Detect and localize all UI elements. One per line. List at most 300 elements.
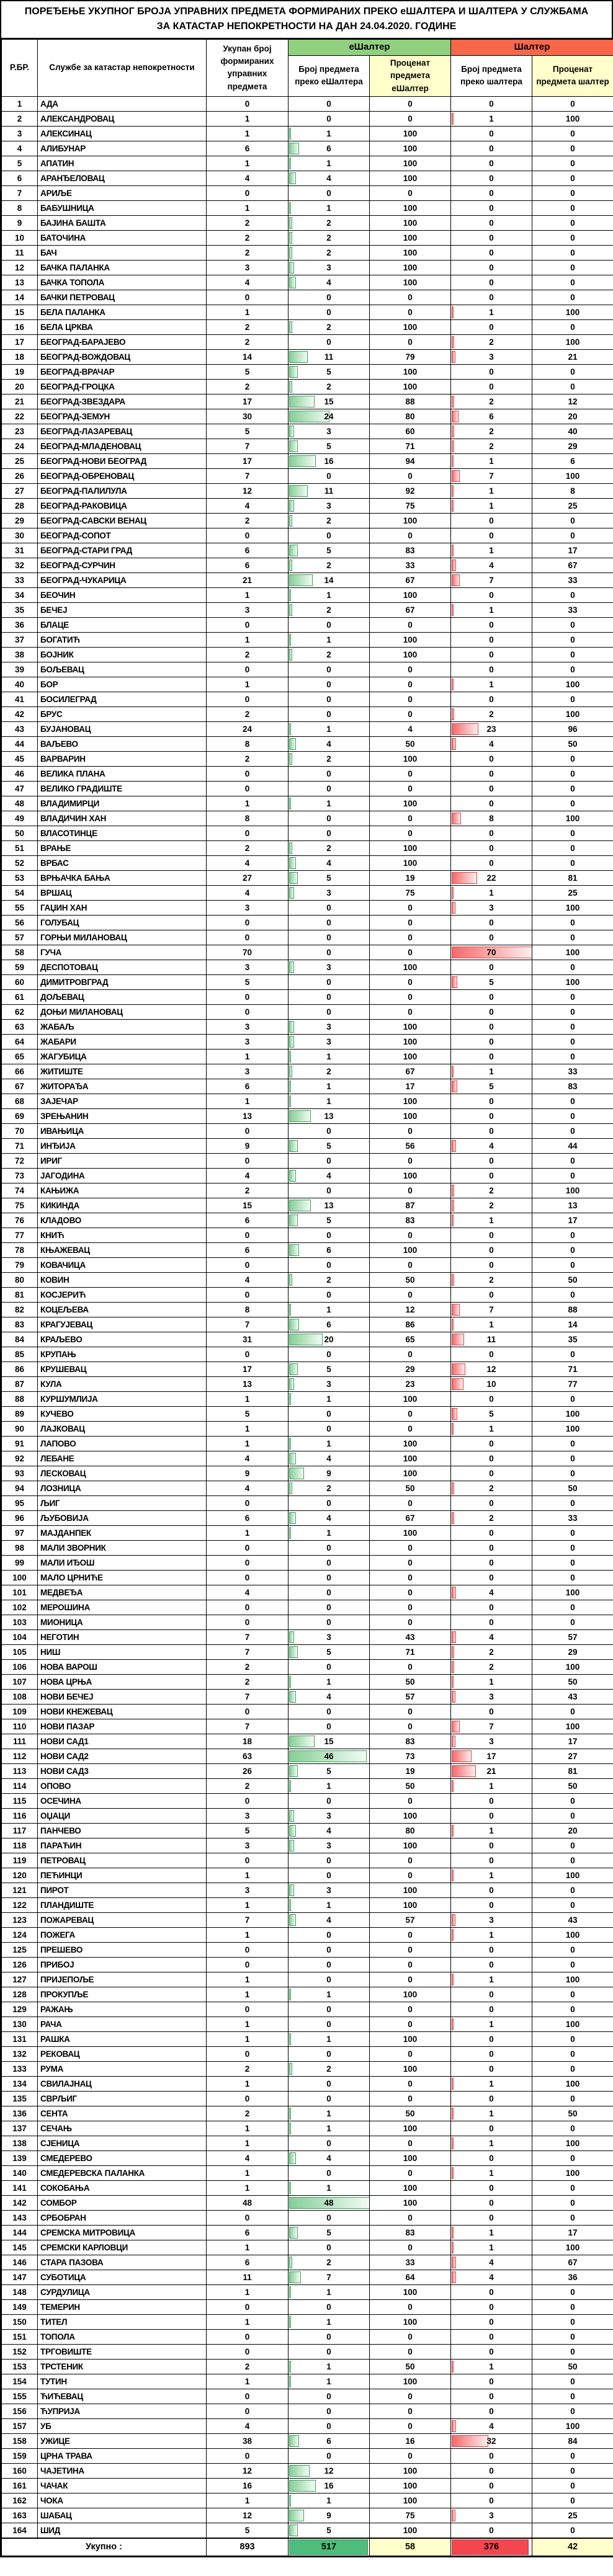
e-count	[289, 1183, 370, 1198]
s-count	[451, 141, 532, 156]
s-count-value: 0	[489, 1349, 494, 1359]
e-percent-value: 0	[370, 1228, 451, 1242]
e-count	[289, 915, 370, 930]
s-count-value: 23	[486, 724, 496, 734]
table-row	[2, 1019, 613, 1034]
total-cases-value: 2	[207, 840, 289, 855]
total-cases-value: 7	[207, 1912, 289, 1927]
s-count	[451, 1689, 532, 1704]
e-count-value: 6	[326, 1245, 331, 1255]
row-number: 144	[2, 2225, 38, 2240]
row-number: 91	[2, 1436, 38, 1451]
s-count	[451, 2433, 532, 2448]
e-count-value: 0	[326, 1796, 331, 1806]
e-count	[289, 1376, 370, 1391]
green-data-bar	[289, 2108, 291, 2119]
service-name: НОВИ САД1	[38, 1734, 207, 1749]
e-count-value: 0	[326, 1721, 331, 1731]
s-percent-value: 0	[532, 364, 613, 379]
s-percent-value: 0	[532, 245, 613, 260]
s-count-value: 0	[489, 828, 494, 838]
e-count	[289, 1704, 370, 1719]
s-percent-value: 0	[532, 2031, 613, 2046]
s-percent-value: 0	[532, 692, 613, 706]
row-number: 64	[2, 1034, 38, 1049]
e-count-value: 1	[326, 2317, 331, 2327]
green-data-bar	[289, 2465, 310, 2477]
e-count	[289, 1585, 370, 1600]
service-name: ЖИТОРАЂА	[38, 1079, 207, 1094]
total-cases-value: 4	[207, 2150, 289, 2165]
e-percent-value: 19	[370, 1763, 451, 1778]
service-name: АЛЕКСИНАЦ	[38, 126, 207, 141]
s-count	[451, 394, 532, 409]
service-name: ВЕЛИКА ПЛАНА	[38, 766, 207, 781]
s-percent-value: 33	[532, 573, 613, 587]
s-count	[451, 245, 532, 260]
table-row	[2, 1972, 613, 1987]
s-percent-value: 0	[532, 171, 613, 185]
red-data-bar	[452, 545, 454, 556]
s-count-value: 0	[489, 99, 494, 109]
e-count	[289, 974, 370, 989]
green-data-bar	[289, 2495, 291, 2507]
green-data-bar	[289, 2182, 291, 2194]
table-row	[2, 409, 613, 424]
green-data-bar	[289, 351, 308, 363]
green-data-bar	[289, 574, 313, 586]
green-data-bar	[289, 559, 292, 571]
total-cases-value: 0	[207, 1287, 289, 1302]
s-count	[451, 439, 532, 453]
row-number: 40	[2, 677, 38, 692]
e-percent-value: 100	[370, 379, 451, 394]
s-percent-value: 83	[532, 1079, 613, 1094]
s-percent-value: 50	[532, 1778, 613, 1793]
s-percent-value: 6	[532, 453, 613, 468]
s-percent-value: 0	[532, 156, 613, 171]
row-number: 155	[2, 2389, 38, 2404]
e-count	[289, 1347, 370, 1362]
s-percent-value: 88	[532, 1302, 613, 1317]
row-number: 21	[2, 394, 38, 409]
total-cases-value: 1	[207, 2374, 289, 2389]
e-percent-value: 0	[370, 945, 451, 960]
service-name: ЗРЕЊАНИН	[38, 1108, 207, 1123]
table-row	[2, 1987, 613, 2002]
service-name: ГОЛУБАЦ	[38, 915, 207, 930]
row-number: 75	[2, 1198, 38, 1213]
s-percent-value: 0	[532, 826, 613, 840]
s-count	[451, 900, 532, 915]
e-percent-value: 100	[370, 215, 451, 230]
s-percent-value: 0	[532, 1853, 613, 1868]
e-count	[289, 1927, 370, 1942]
e-count	[289, 513, 370, 528]
service-name: ГОРЊИ МИЛАНОВАЦ	[38, 930, 207, 945]
total-cases-value: 0	[207, 1153, 289, 1168]
s-count	[451, 1213, 532, 1228]
table-row	[2, 1004, 613, 1019]
e-percent-value: 0	[370, 1659, 451, 1674]
total-cases-value: 3	[207, 260, 289, 275]
e-count	[289, 424, 370, 439]
total-cases-value: 1	[207, 1987, 289, 2002]
s-percent-value: 100	[532, 1719, 613, 1734]
page-title: ПОРЕЂЕЊЕ УКУПНОГ БРОЈА УПРАВНИХ ПРЕДМЕТА ФОРМИРАНИХ ПРЕКО еШАЛТЕРА И ШАЛТЕРА У СЛУЖБАМА ЗА КАТАСТАР НЕПОКРЕТНОСТИ НА ДАН 24.04.2020. ГОДИНЕ	[1, 1, 612, 39]
service-name: БЕОГРАД-НОВИ БЕОГРАД	[38, 453, 207, 468]
s-percent-value: 0	[532, 989, 613, 1004]
green-data-bar	[289, 634, 291, 646]
table-row	[2, 1332, 613, 1347]
green-data-bar	[289, 1334, 323, 1345]
s-count	[451, 1108, 532, 1123]
green-data-bar	[289, 440, 298, 452]
s-count-value: 1	[489, 2168, 494, 2178]
e-count	[289, 1004, 370, 1019]
total-cases-value: 0	[207, 1704, 289, 1719]
s-percent-value: 0	[532, 1451, 613, 1466]
row-number: 31	[2, 543, 38, 558]
table-row	[2, 826, 613, 840]
e-count-value: 1	[326, 1394, 331, 1404]
table-row	[2, 1600, 613, 1615]
green-data-bar	[289, 1780, 291, 1792]
row-number: 1	[2, 96, 38, 111]
service-name: СВИЛАЈНАЦ	[38, 2076, 207, 2091]
e-count	[289, 1540, 370, 1555]
e-count	[289, 2270, 370, 2284]
e-count	[289, 2136, 370, 2150]
e-count	[289, 736, 370, 751]
s-count	[451, 2165, 532, 2180]
total-cases-value: 9	[207, 1466, 289, 1481]
table-row	[2, 677, 613, 692]
e-count-value: 1	[326, 1528, 331, 1538]
table-row	[2, 1049, 613, 1064]
s-count	[451, 1153, 532, 1168]
total-cases-value: 1	[207, 796, 289, 811]
service-name: РУМА	[38, 2061, 207, 2076]
total-cases-value: 16	[207, 2478, 289, 2493]
s-count-value: 1	[489, 1825, 494, 1835]
service-name: ПРОКУПЉЕ	[38, 1987, 207, 2002]
e-count-value: 2	[326, 649, 331, 659]
e-percent-value: 0	[370, 974, 451, 989]
s-count	[451, 319, 532, 334]
s-count	[451, 2002, 532, 2017]
e-count	[289, 1406, 370, 1421]
s-percent-value: 0	[532, 141, 613, 156]
row-number: 66	[2, 1064, 38, 1079]
green-data-bar	[289, 1110, 311, 1122]
red-data-bar	[452, 1914, 455, 1926]
e-count	[289, 2523, 370, 2538]
green-data-bar	[289, 2286, 291, 2298]
service-name: МАЛО ЦРНИЋЕ	[38, 1570, 207, 1585]
s-count-value: 0	[489, 188, 494, 198]
e-percent-value: 100	[370, 1019, 451, 1034]
total-cases-value: 0	[207, 826, 289, 840]
e-count	[289, 2121, 370, 2136]
green-data-bar	[289, 1468, 304, 1479]
red-data-bar	[452, 1736, 455, 1747]
s-percent-value: 81	[532, 1763, 613, 1778]
s-count-value: 0	[489, 218, 494, 228]
e-count	[289, 1138, 370, 1153]
green-data-bar	[289, 872, 298, 884]
e-count-value: 1	[326, 1081, 331, 1091]
e-count	[289, 230, 370, 245]
e-count-value: 9	[326, 1468, 331, 1478]
e-percent-value: 100	[370, 1242, 451, 1257]
s-count-value: 0	[489, 322, 494, 332]
total-cases-value: 31	[207, 1332, 289, 1347]
e-percent-value: 50	[370, 2106, 451, 2121]
e-percent-value: 100	[370, 141, 451, 156]
s-percent-value: 100	[532, 1421, 613, 1436]
e-percent-value: 67	[370, 1064, 451, 1079]
e-count	[289, 245, 370, 260]
row-number: 123	[2, 1912, 38, 1927]
service-name: КУЧЕВО	[38, 1406, 207, 1421]
table-row	[2, 2210, 613, 2225]
s-percent-value: 0	[532, 796, 613, 811]
s-count	[451, 677, 532, 692]
e-percent-value: 0	[370, 811, 451, 826]
e-percent-value: 83	[370, 2225, 451, 2240]
red-data-bar	[452, 1780, 454, 1792]
s-percent-value: 29	[532, 439, 613, 453]
e-count	[289, 2002, 370, 2017]
table-row	[2, 573, 613, 587]
service-name: АПАТИН	[38, 156, 207, 171]
s-count	[451, 200, 532, 215]
s-count-value: 1	[489, 2227, 494, 2237]
total-cases-value: 2	[207, 751, 289, 766]
table-row	[2, 1183, 613, 1198]
green-data-bar	[289, 247, 292, 259]
table-row	[2, 781, 613, 796]
e-count	[289, 1659, 370, 1674]
s-count	[451, 662, 532, 677]
e-percent-value: 88	[370, 394, 451, 409]
total-cases-value: 1	[207, 677, 289, 692]
header-e-percent: Проценат предмета еШалтер	[370, 56, 451, 97]
service-name: КНИЋ	[38, 1228, 207, 1242]
s-count	[451, 706, 532, 721]
e-percent-value: 100	[370, 2374, 451, 2389]
green-data-bar	[289, 2152, 296, 2164]
row-number: 13	[2, 275, 38, 290]
e-count-value: 0	[326, 530, 331, 540]
e-count	[289, 2404, 370, 2418]
e-percent-value: 0	[370, 1868, 451, 1883]
total-cases-value: 0	[207, 781, 289, 796]
green-data-bar	[289, 158, 291, 169]
s-percent-value: 0	[532, 96, 613, 111]
e-percent-value: 0	[370, 1555, 451, 1570]
service-name: ДИМИТРОВГРАД	[38, 974, 207, 989]
row-number: 94	[2, 1481, 38, 1495]
e-count-value: 5	[326, 441, 331, 451]
row-number: 7	[2, 185, 38, 200]
row-number: 61	[2, 989, 38, 1004]
e-count-value: 4	[326, 277, 331, 287]
e-count	[289, 1153, 370, 1168]
e-count	[289, 200, 370, 215]
table-row	[2, 2433, 613, 2448]
e-percent-value: 0	[370, 2418, 451, 2433]
row-number: 67	[2, 1079, 38, 1094]
total-cases-value: 0	[207, 1495, 289, 1510]
e-percent-value: 0	[370, 1183, 451, 1198]
s-count	[451, 543, 532, 558]
e-count-value: 5	[326, 1647, 331, 1657]
service-name: БЕОГРАД-РАКОВИЦА	[38, 498, 207, 513]
table-row	[2, 766, 613, 781]
e-count	[289, 692, 370, 706]
e-count	[289, 781, 370, 796]
s-count	[451, 2374, 532, 2389]
s-count-value: 1	[489, 679, 494, 689]
e-count	[289, 2389, 370, 2404]
e-percent-value: 0	[370, 2046, 451, 2061]
row-number: 53	[2, 870, 38, 885]
table-row	[2, 2150, 613, 2165]
green-data-bar	[289, 2033, 291, 2045]
s-percent-value: 0	[532, 1942, 613, 1957]
row-number: 24	[2, 439, 38, 453]
s-count-value: 0	[489, 1022, 494, 1032]
e-count-value: 15	[324, 1736, 334, 1746]
service-name: СУРДУЛИЦА	[38, 2284, 207, 2299]
row-number: 26	[2, 468, 38, 483]
table-row	[2, 2225, 613, 2240]
service-name: ЧОКА	[38, 2493, 207, 2508]
s-count-value: 2	[489, 1185, 494, 1195]
s-count	[451, 1272, 532, 1287]
table-row	[2, 1719, 613, 1734]
service-name: ЛАЈКОВАЦ	[38, 1421, 207, 1436]
e-count-value: 1	[326, 158, 331, 168]
e-count	[289, 305, 370, 319]
s-count-value: 0	[489, 2049, 494, 2059]
total-cases-value: 7	[207, 439, 289, 453]
e-count	[289, 2017, 370, 2031]
green-data-bar	[289, 1884, 294, 1896]
row-number: 156	[2, 2404, 38, 2418]
row-number: 126	[2, 1957, 38, 1972]
s-count-value: 4	[489, 1632, 494, 1642]
s-count-value: 0	[489, 843, 494, 853]
e-count	[289, 2508, 370, 2523]
total-cases-value: 1	[207, 1094, 289, 1108]
row-number: 70	[2, 1123, 38, 1138]
s-count	[451, 1763, 532, 1778]
s-count-value: 0	[489, 1111, 494, 1121]
s-count	[451, 1138, 532, 1153]
s-count-value: 0	[489, 962, 494, 972]
row-number: 83	[2, 1317, 38, 1332]
s-count-value: 0	[489, 2376, 494, 2386]
s-count	[451, 1778, 532, 1793]
service-name: ВЛАДИМИРЦИ	[38, 796, 207, 811]
e-count-value: 3	[326, 1840, 331, 1850]
e-count	[289, 1555, 370, 1570]
s-count-value: 2	[489, 1647, 494, 1657]
row-number: 28	[2, 498, 38, 513]
e-count	[289, 1391, 370, 1406]
e-count-value: 0	[326, 977, 331, 987]
row-number: 56	[2, 915, 38, 930]
e-count	[289, 96, 370, 111]
s-percent-value: 100	[532, 1585, 613, 1600]
row-number: 90	[2, 1421, 38, 1436]
s-count-value: 6	[489, 411, 494, 421]
e-count-value: 2	[326, 1066, 331, 1076]
row-number: 89	[2, 1406, 38, 1421]
green-data-bar	[289, 426, 294, 437]
s-percent-value: 17	[532, 1734, 613, 1749]
table-row	[2, 424, 613, 439]
e-count	[289, 900, 370, 915]
green-data-bar	[289, 1051, 291, 1063]
e-count-value: 6	[326, 2436, 331, 2446]
table-row	[2, 1272, 613, 1287]
service-name: СРБОБРАН	[38, 2210, 207, 2225]
service-name: КОСЈЕРИЋ	[38, 1287, 207, 1302]
s-count	[451, 468, 532, 483]
s-count-value: 1	[489, 545, 494, 555]
s-percent-value: 20	[532, 409, 613, 424]
e-count	[289, 1734, 370, 1749]
green-data-bar	[289, 1482, 292, 1494]
e-percent-value: 100	[370, 245, 451, 260]
service-name: СЕЧАЊ	[38, 2121, 207, 2136]
s-percent-value: 25	[532, 2508, 613, 2523]
header-group-shalter: Шалтер	[451, 40, 613, 56]
service-name: БОСИЛЕГРАД	[38, 692, 207, 706]
header-s-count: Број предмета преко шалтера	[451, 56, 532, 97]
s-percent-value: 0	[532, 2329, 613, 2344]
e-count	[289, 721, 370, 736]
e-count-value: 1	[326, 203, 331, 213]
service-name: ВРАЊЕ	[38, 840, 207, 855]
table-row	[2, 945, 613, 960]
table-row	[2, 2255, 613, 2270]
service-name: ТОПОЛА	[38, 2329, 207, 2344]
s-percent-value: 8	[532, 483, 613, 498]
e-percent-value: 0	[370, 1957, 451, 1972]
service-name: БЛАЦЕ	[38, 617, 207, 632]
row-number: 104	[2, 1629, 38, 1644]
s-count-value: 0	[489, 1468, 494, 1478]
s-count	[451, 528, 532, 543]
e-count-value: 1	[326, 1438, 331, 1448]
e-count-value: 2	[326, 381, 331, 391]
table-row	[2, 2508, 613, 2523]
s-count-value: 0	[489, 1007, 494, 1017]
s-count-value: 0	[489, 754, 494, 764]
e-percent-value: 100	[370, 2121, 451, 2136]
total-cases-value: 17	[207, 1362, 289, 1376]
s-count-value: 1	[489, 2361, 494, 2371]
s-count-value: 4	[489, 2421, 494, 2431]
green-data-bar	[289, 515, 292, 527]
table-row	[2, 1838, 613, 1853]
row-number: 96	[2, 1510, 38, 1525]
